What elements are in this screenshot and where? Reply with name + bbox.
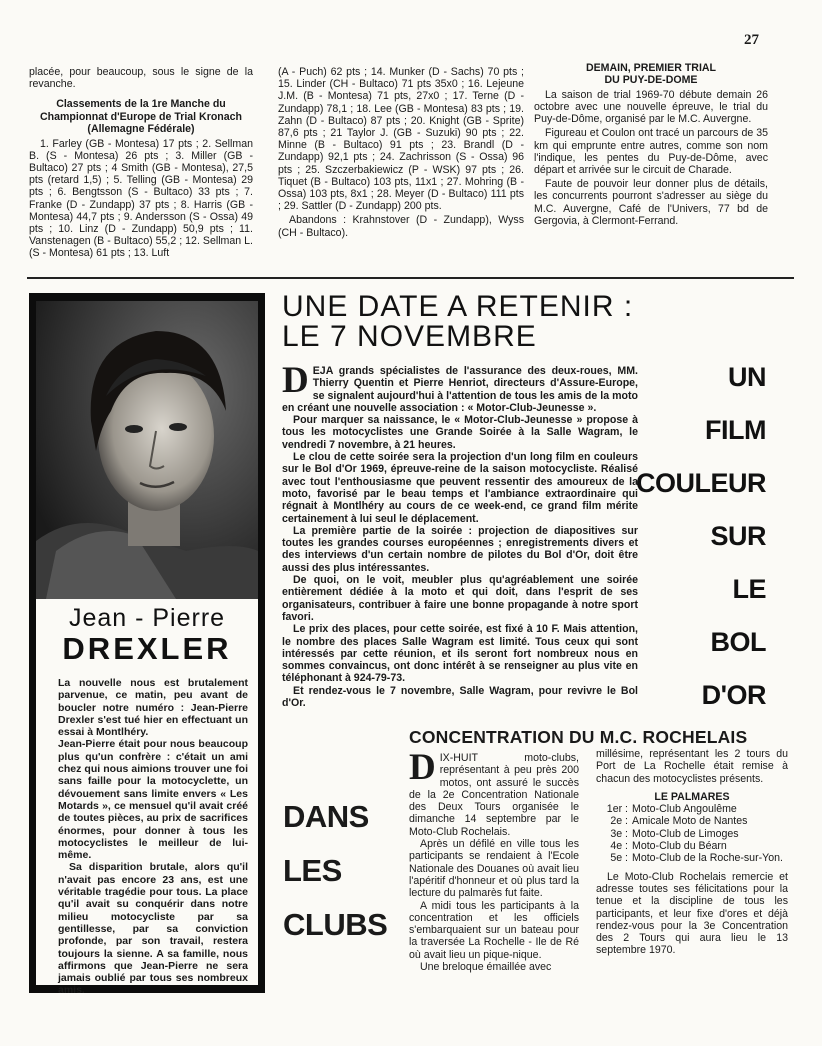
side-word-sur: SUR xyxy=(710,521,766,551)
palmares-item xyxy=(596,852,788,864)
article-p6: Le prix des places, pour cette soirée, est fixé à 10 F. Mais attention, le nombre des places Salle Wagram est limité. Tous ceux qui sont intéressés par cette réunion, et ils seront fort nombreux nous en sommes convaincus, ont donc intérêt à se renseigner au plus vite en téléphonant à 924-79-73. xyxy=(282,623,638,685)
side-word-dor: D'OR xyxy=(701,680,766,710)
side-word-bol: BOL xyxy=(710,627,766,657)
puy-de-dome-column xyxy=(534,62,768,229)
palmares-rank: 1er : xyxy=(606,803,628,816)
portrait-photo xyxy=(36,301,258,599)
clubs-p1-text: IX-HUIT moto-clubs, représentant à peu près 200 motos, ont assuré le succès de la 2e Concentration Nationale des Deux Tours organisée le dimanche 14 septembre par le Moto-Club Rochelais. xyxy=(409,752,579,838)
palmares-rank: 2e : xyxy=(610,815,628,828)
clubs-p3: A midi tous les participants à la concentration et les officiels s'embarquaient sur un bateau pour la traversée La Rochelle - Ile de Ré où avait lieu un pique-nique. xyxy=(409,899,579,961)
article-p7: Et rendez-vous le 7 novembre, Salle Wagram, pour revivre le Bol d'Or. xyxy=(282,684,638,710)
side-word-film: FILM xyxy=(705,415,766,445)
article-p1 xyxy=(282,360,638,414)
clubs-p6: Le Moto-Club Rochelais remercie et adresse toutes ses félicitations pour la tenue et la discipline de tous les participants, et leur fixe d'ores et déjà rendez-vous pour la 3e Concentration des 2 Tours qui aura lieu le 13 septembre 1970. xyxy=(596,870,788,957)
palmares-item xyxy=(596,828,788,840)
palmares-club: Moto-Club Angoulême xyxy=(632,803,737,816)
clubs-title: CONCENTRATION DU M.C. ROCHELAIS xyxy=(409,727,748,747)
article-p4: La première partie de la soirée : projection de diapositives sur toutes les grandes courses européennes ; enregistrements divers et des interviews d'un certain nombre de pilotes du Bol d'Or, doit être aussi des plus intéressantes. xyxy=(282,524,638,574)
portrait-illustration xyxy=(36,301,258,599)
palmares-item xyxy=(596,803,788,815)
article-body xyxy=(282,360,638,710)
article-p5: De quoi, on le voit, meubler plus qu'agréablement une soirée entièrement dédiée à la moto et qui doit, dans l'esprit de ses organisateurs, contribuer à faire une bonne propagande à notre sport favori. xyxy=(282,574,638,623)
headline-line2: LE 7 NOVEMBRE xyxy=(282,320,537,353)
obituary-p1: La nouvelle nous est brutalement parvenue, ce matin, peu avant de boucler notre numéro : Jean-Pierre Drexler s'est tué hier en effectuant un essai à Montlhéry. xyxy=(58,677,248,739)
section-word-les: LES xyxy=(283,853,342,888)
last-name: DREXLER xyxy=(62,631,232,666)
clubs-p2: Après un défilé en ville tous les participants se rendaient à l'Ecole Nationale des Douanes où avait lieu l'apéritif d'honneur et où plus tard la lecture du palmarès fut faite. xyxy=(409,838,579,900)
clubs-column-1 xyxy=(409,747,579,974)
article-p2: Pour marquer sa naissance, le « Motor-Club-Jeunesse » propose à tous les motocyclistes une Grande Soirée à la Salle Wagram, le vendredi 7 novembre, à 21 heures. xyxy=(282,414,638,451)
puy-de-dome-p1: La saison de trial 1969-70 débute demain 26 octobre avec une nouvelle épreuve, le trial du Puy-de-Dôme, organisé par le M.C. Auvergne. xyxy=(534,88,768,126)
puy-de-dome-title-line1: DEMAIN, PREMIER TRIAL xyxy=(585,62,717,74)
palmares-club: Moto-Club de Limoges xyxy=(632,827,739,840)
puy-de-dome-p2: Figureau et Coulon ont tracé un parcours de 35 km qui emprunte entre autres, comme son nom l'indique, les pentes du Puy-de-Dôme, avec départ et arrivée sur le circuit de Charade. xyxy=(534,127,768,177)
puy-de-dome-p3: Faute de pouvoir leur donner plus de détails, les concurrents pourront s'adresser au siège du M.C. Auvergne, Café de l'Univers, 77 bd de Gergovia, à Clermont-Ferrand. xyxy=(534,178,768,227)
clubs-dropcap: D xyxy=(409,747,436,788)
clubs-p1 xyxy=(409,747,579,838)
article-dropcap: D xyxy=(282,360,309,401)
classification-title: Classements de la 1re Manche du Championnat d'Europe de Trial Kronach (Allemagne Fédérale) xyxy=(39,98,243,136)
clubs-p4: Une breloque émaillée avec xyxy=(420,961,552,974)
palmares-list xyxy=(596,803,788,864)
horizontal-rule xyxy=(27,277,794,279)
trial-results-column-1 xyxy=(29,66,253,262)
side-word-un: UN xyxy=(728,362,766,392)
palmares-title: LE PALMARES xyxy=(654,790,730,803)
palmares-club: Moto-Club du Béarn xyxy=(632,840,727,853)
palmares-item xyxy=(596,815,788,827)
article-headline xyxy=(282,292,702,352)
section-dans-les-clubs xyxy=(283,790,387,952)
headline-line1: UNE DATE A RETENIR : xyxy=(282,290,634,323)
side-word-le: LE xyxy=(732,574,766,604)
palmares-rank: 3e : xyxy=(610,827,628,840)
palmares-item xyxy=(596,840,788,852)
article-p1-text: EJA grands spécialistes de l'assurance des deux-roues, MM. Thierry Quentin et Pierre Henriot, directeurs d'Assure-Europe, se signalent aujourd'hui à l'attention de tous les amis de la moto en créant une nouvelle association : « Motor-Club-Jeunesse ». xyxy=(282,365,638,414)
section-word-dans: DANS xyxy=(283,799,369,834)
obituary-box xyxy=(29,293,265,997)
obituary-text xyxy=(36,669,258,997)
name-plate xyxy=(36,599,258,669)
palmares-rank: 4e : xyxy=(610,840,628,853)
first-name: Jean - Pierre xyxy=(68,604,226,632)
obituary-p2: Jean-Pierre était pour nous beaucoup plus qu'un confrère : c'était un ami chez qui nous aimions trouver une foi sans faille pour la motocyclette, un dévouement sans limite envers « Les Motards », ce mensuel qu'il avait créé de toutes pièces, au prix de sacrifices énormes, pour donner à tous les motocyclistes le meilleur de lui-même. xyxy=(58,738,248,862)
intro-text: placée, pour beaucoup, sous le signe de la revanche. xyxy=(29,66,253,91)
section-word-clubs: CLUBS xyxy=(283,907,388,942)
article-p3: Le clou de cette soirée sera la projection d'un long film en couleurs sur le Bol d'Or 1969, épreuve-reine de la saison motocycliste. Réalisé avec tout l'enthousiasme que peuvent ressentir des amoureux de la moto, favorisé par le beau temps et l'ambiance extraordinaire qui régnait à Montlhéry au cours de ce week-end, ce grand film mérite certainement à lui seul le déplacement. xyxy=(282,451,638,525)
clubs-p5: millésime, représentant les 2 tours du Port de La Rochelle était remise à chacun des motocyclistes présents. xyxy=(596,748,788,785)
results-part-1: 1. Farley (GB - Montesa) 17 pts ; 2. Sellman B. (S - Montesa) 26 pts ; 3. Miller (GB - Bultaco) 27 pts ; 4 Smith (GB - Montesa), 27,5 pts (retard 1,5) ; 5. Telling (GB - Montesa) 29 pts ; 6. Bengtsson (S - Bultaco) 33 pts ; 7. Franke (D - Zundapp) 37 pts ; 8. Harris (GB - Montesa) 44,7 pts ; 9. Andersson (S - Ossa) 49 pts ; 10. Linz (D - Zundapp) 50,9 pts ; 11. Vanstenagen (B - Bultaco) 55,2 ; 12. Sellman L. (S - Montesa) 61 pts ; 13. Luft xyxy=(29,137,253,260)
obituary-p3: Sa disparition brutale, alors qu'il n'avait pas encore 23 ans, est une véritable tragédie pour tous. La place qu'il avait su conquérir dans notre milieu motocycliste par sa gentillesse, par sa conviction profonde, par son travail, restera toujours la sienne. A sa famille, nous affirmons que Jean-Pierre ne sera jamais oublié par tous ses nombreux amis. xyxy=(58,861,248,997)
results-part-2: (A - Puch) 62 pts ; 14. Munker (D - Sachs) 70 pts ; 15. Linder (CH - Bultaco) 71 pts 35x0 ; 16. Lejeune J.M. (B - Montesa) 71 pts, 27x0 ; 17. Terne (D - Zundapp) 78,1 ; 18. Lee (GB - Montesa) 83 pts ; 19. Zahn (D - Bultaco) 87 pts ; 20. Knight (GB - Sprite) 87,6 pts ; 21 Taylor J. (GB - Suzuki) 90 pts ; 22. Minne (B - Bultaco) 91 pts ; 23. Brandl (D - Zundapp) 92,1 pts ; 24. Zachrisson (S - Ossa) 96 pts ; 25. Szczerbakiewicz (P - WSK) 97 pts ; 26. Tiquet (B - Bultaco) 103 pts, 11x1 ; 27. Mohring (B - Ossa) 103 pts, 8x1 ; 28. Meyer (D - Bultaco) 111 pts ; 29. Sattler (D - Zundapp) 200 pts. xyxy=(278,66,524,213)
side-word-couleur: COULEUR xyxy=(636,468,766,498)
palmares-club: Moto-Club de la Roche-sur-Yon. xyxy=(632,852,783,865)
palmares-club: Amicale Moto de Nantes xyxy=(632,815,748,828)
page-number: 27 xyxy=(744,32,759,48)
puy-de-dome-title-line2: DU PUY-DE-DOME xyxy=(604,74,698,87)
palmares-rank: 5e : xyxy=(610,852,628,865)
abandons-text: Abandons : Krahnstover (D - Zundapp), Wyss (CH - Bultaco). xyxy=(278,214,524,239)
trial-results-column-2 xyxy=(278,66,524,241)
puy-de-dome-title xyxy=(534,62,768,87)
clubs-column-2 xyxy=(596,748,788,957)
